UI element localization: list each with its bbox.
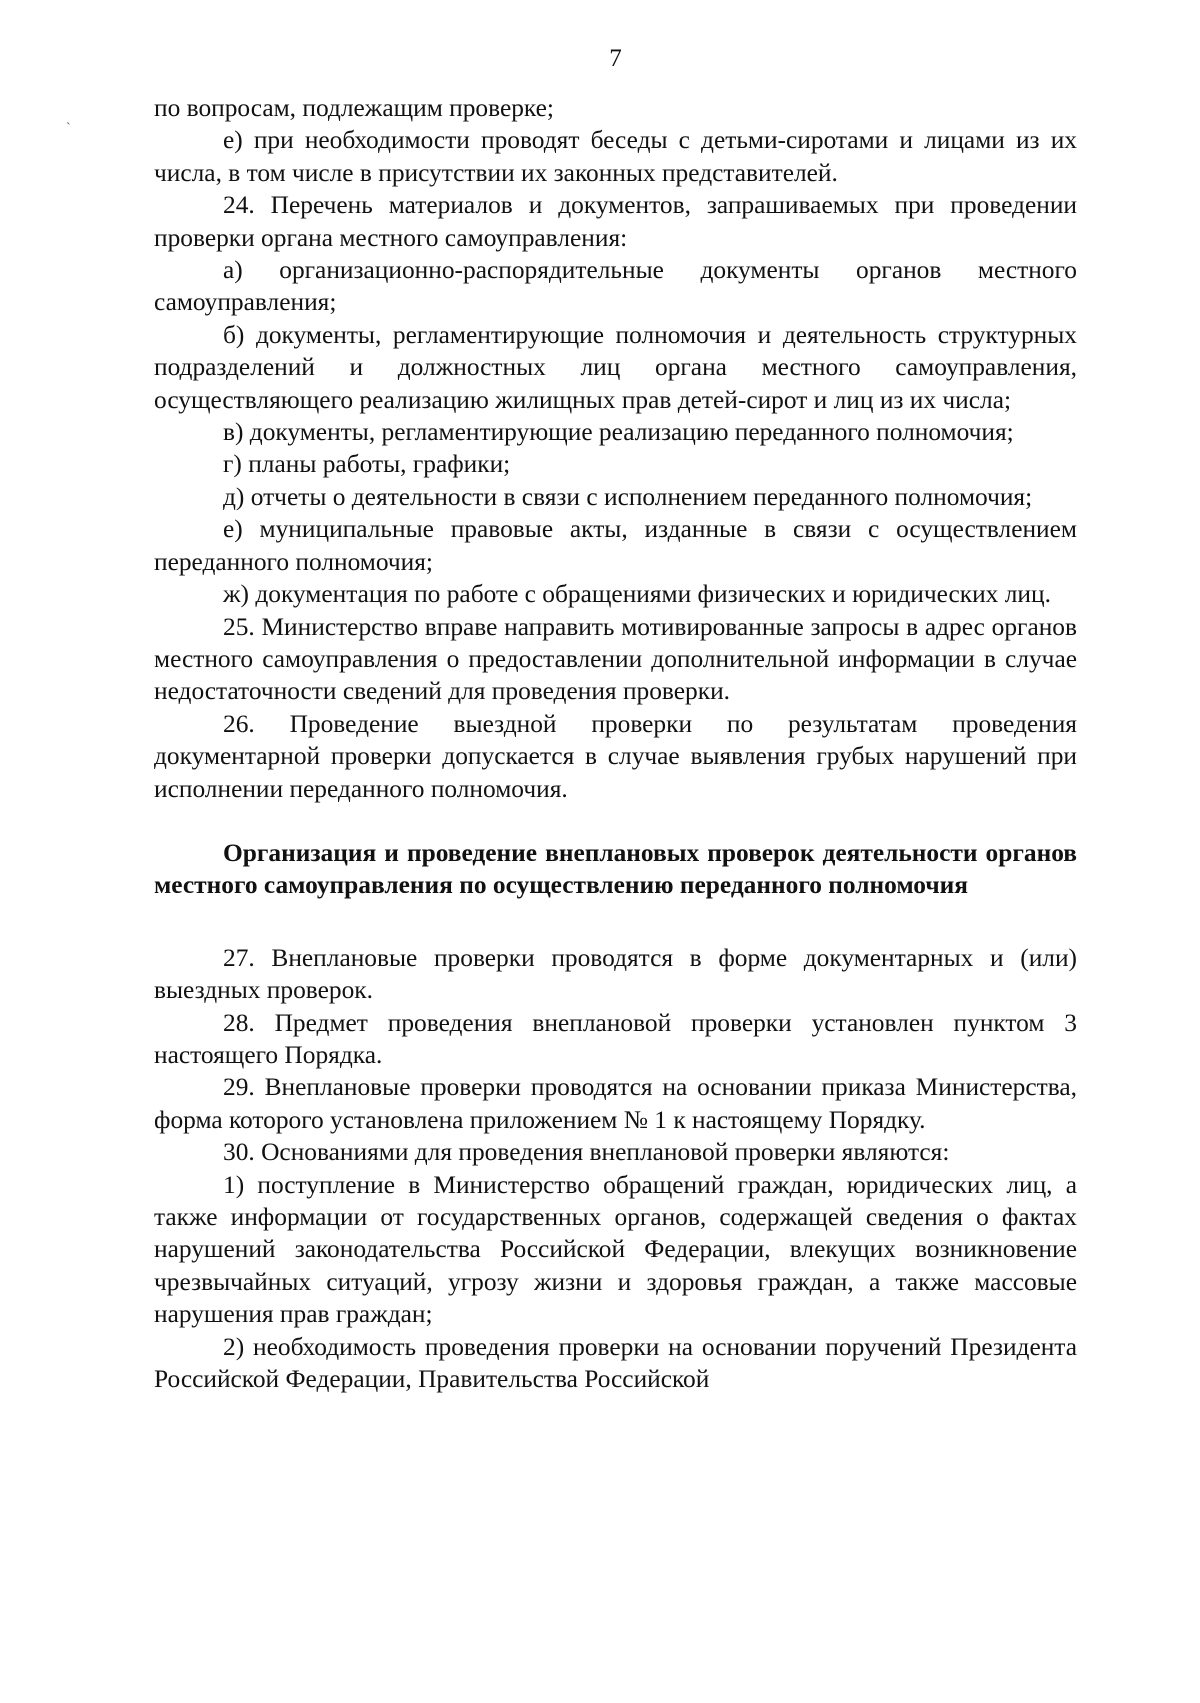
paragraph: 26. Проведение выездной проверки по результатам проведения документарной проверки допускается в случае выявления грубых нарушений при исполнении переданного полномочия. (154, 709, 1077, 803)
page-number: 7 (609, 45, 622, 72)
paragraph: 24. Перечень материалов и документов, запрашиваемых при проведении проверки органа местного самоуправления: (154, 191, 1077, 252)
paragraph: д) отчеты о деятельности в связи с исполнением переданного полномочия; (223, 482, 1033, 511)
paragraph: в) документы, регламентирующие реализацию переданного полномочия; (223, 418, 1014, 447)
paragraph: по вопросам, подлежащим проверке; (154, 94, 554, 122)
document-body (154, 92, 1077, 1395)
paragraphs-after-heading (154, 942, 1077, 1396)
document-page (154, 0, 1077, 1703)
paragraph: 28. Предмет проведения внеплановой проверки установлен пунктом 3 настоящего Порядка. (154, 1008, 1077, 1069)
paragraphs-before-heading (154, 92, 1077, 805)
paragraph: ж) документация по работе с обращениями физических и юридических лиц. (223, 580, 1051, 609)
paragraph: г) планы работы, графики; (223, 450, 511, 479)
paragraph: 2) необходимость проведения проверки на основании поручений Президента Российской Федерации, Правительства Российской (154, 1332, 1077, 1394)
paragraph: а) организационно-распорядительные документы органов местного самоуправления; (154, 256, 1077, 317)
paragraph: 25. Министерство вправе направить мотивированные запросы в адрес органов местного самоуправления о предоставлении дополнительной информации в случае недостаточности сведений для проведения проверки. (154, 612, 1077, 706)
paragraph: б) документы, регламентирующие полномочия и деятельность структурных подразделений и должностных лиц органа местного самоуправления, осуществляющего реализацию жилищных прав детей-сирот и лиц из их числа; (154, 320, 1077, 414)
paragraph: е) при необходимости проводят беседы с детьми-сиротами и лицами из их числа, в том числе в присутствии их законных представителей. (154, 126, 1077, 187)
paragraph: 30. Основаниями для проведения внеплановой проверки являются: (223, 1138, 950, 1167)
scan-mark: ` (66, 121, 71, 136)
paragraph: 29. Внеплановые проверки проводятся на основании приказа Министерства, форма которого установлена приложением № 1 к настоящему Порядку. (154, 1073, 1077, 1134)
paragraph: 1) поступление в Министерство обращений граждан, юридических лиц, а также информации от государственных органов, содержащей сведения о фактах нарушений законодательства Российской Федерации, влекущих возникновение чрезвычайных ситуаций, угрозу жизни и здоровья граждан, а также массовые нарушения прав граждан; (154, 1170, 1077, 1329)
paragraph: 27. Внеплановые проверки проводятся в форме документарных и (или) выездных проверок. (154, 943, 1077, 1005)
section-heading: Организация и проведение внеплановых проверок деятельности органов местного самоуправления по осуществлению переданного полномочия (154, 838, 1077, 900)
paragraph: е) муниципальные правовые акты, изданные в связи с осуществлением переданного полномочия; (154, 515, 1077, 576)
